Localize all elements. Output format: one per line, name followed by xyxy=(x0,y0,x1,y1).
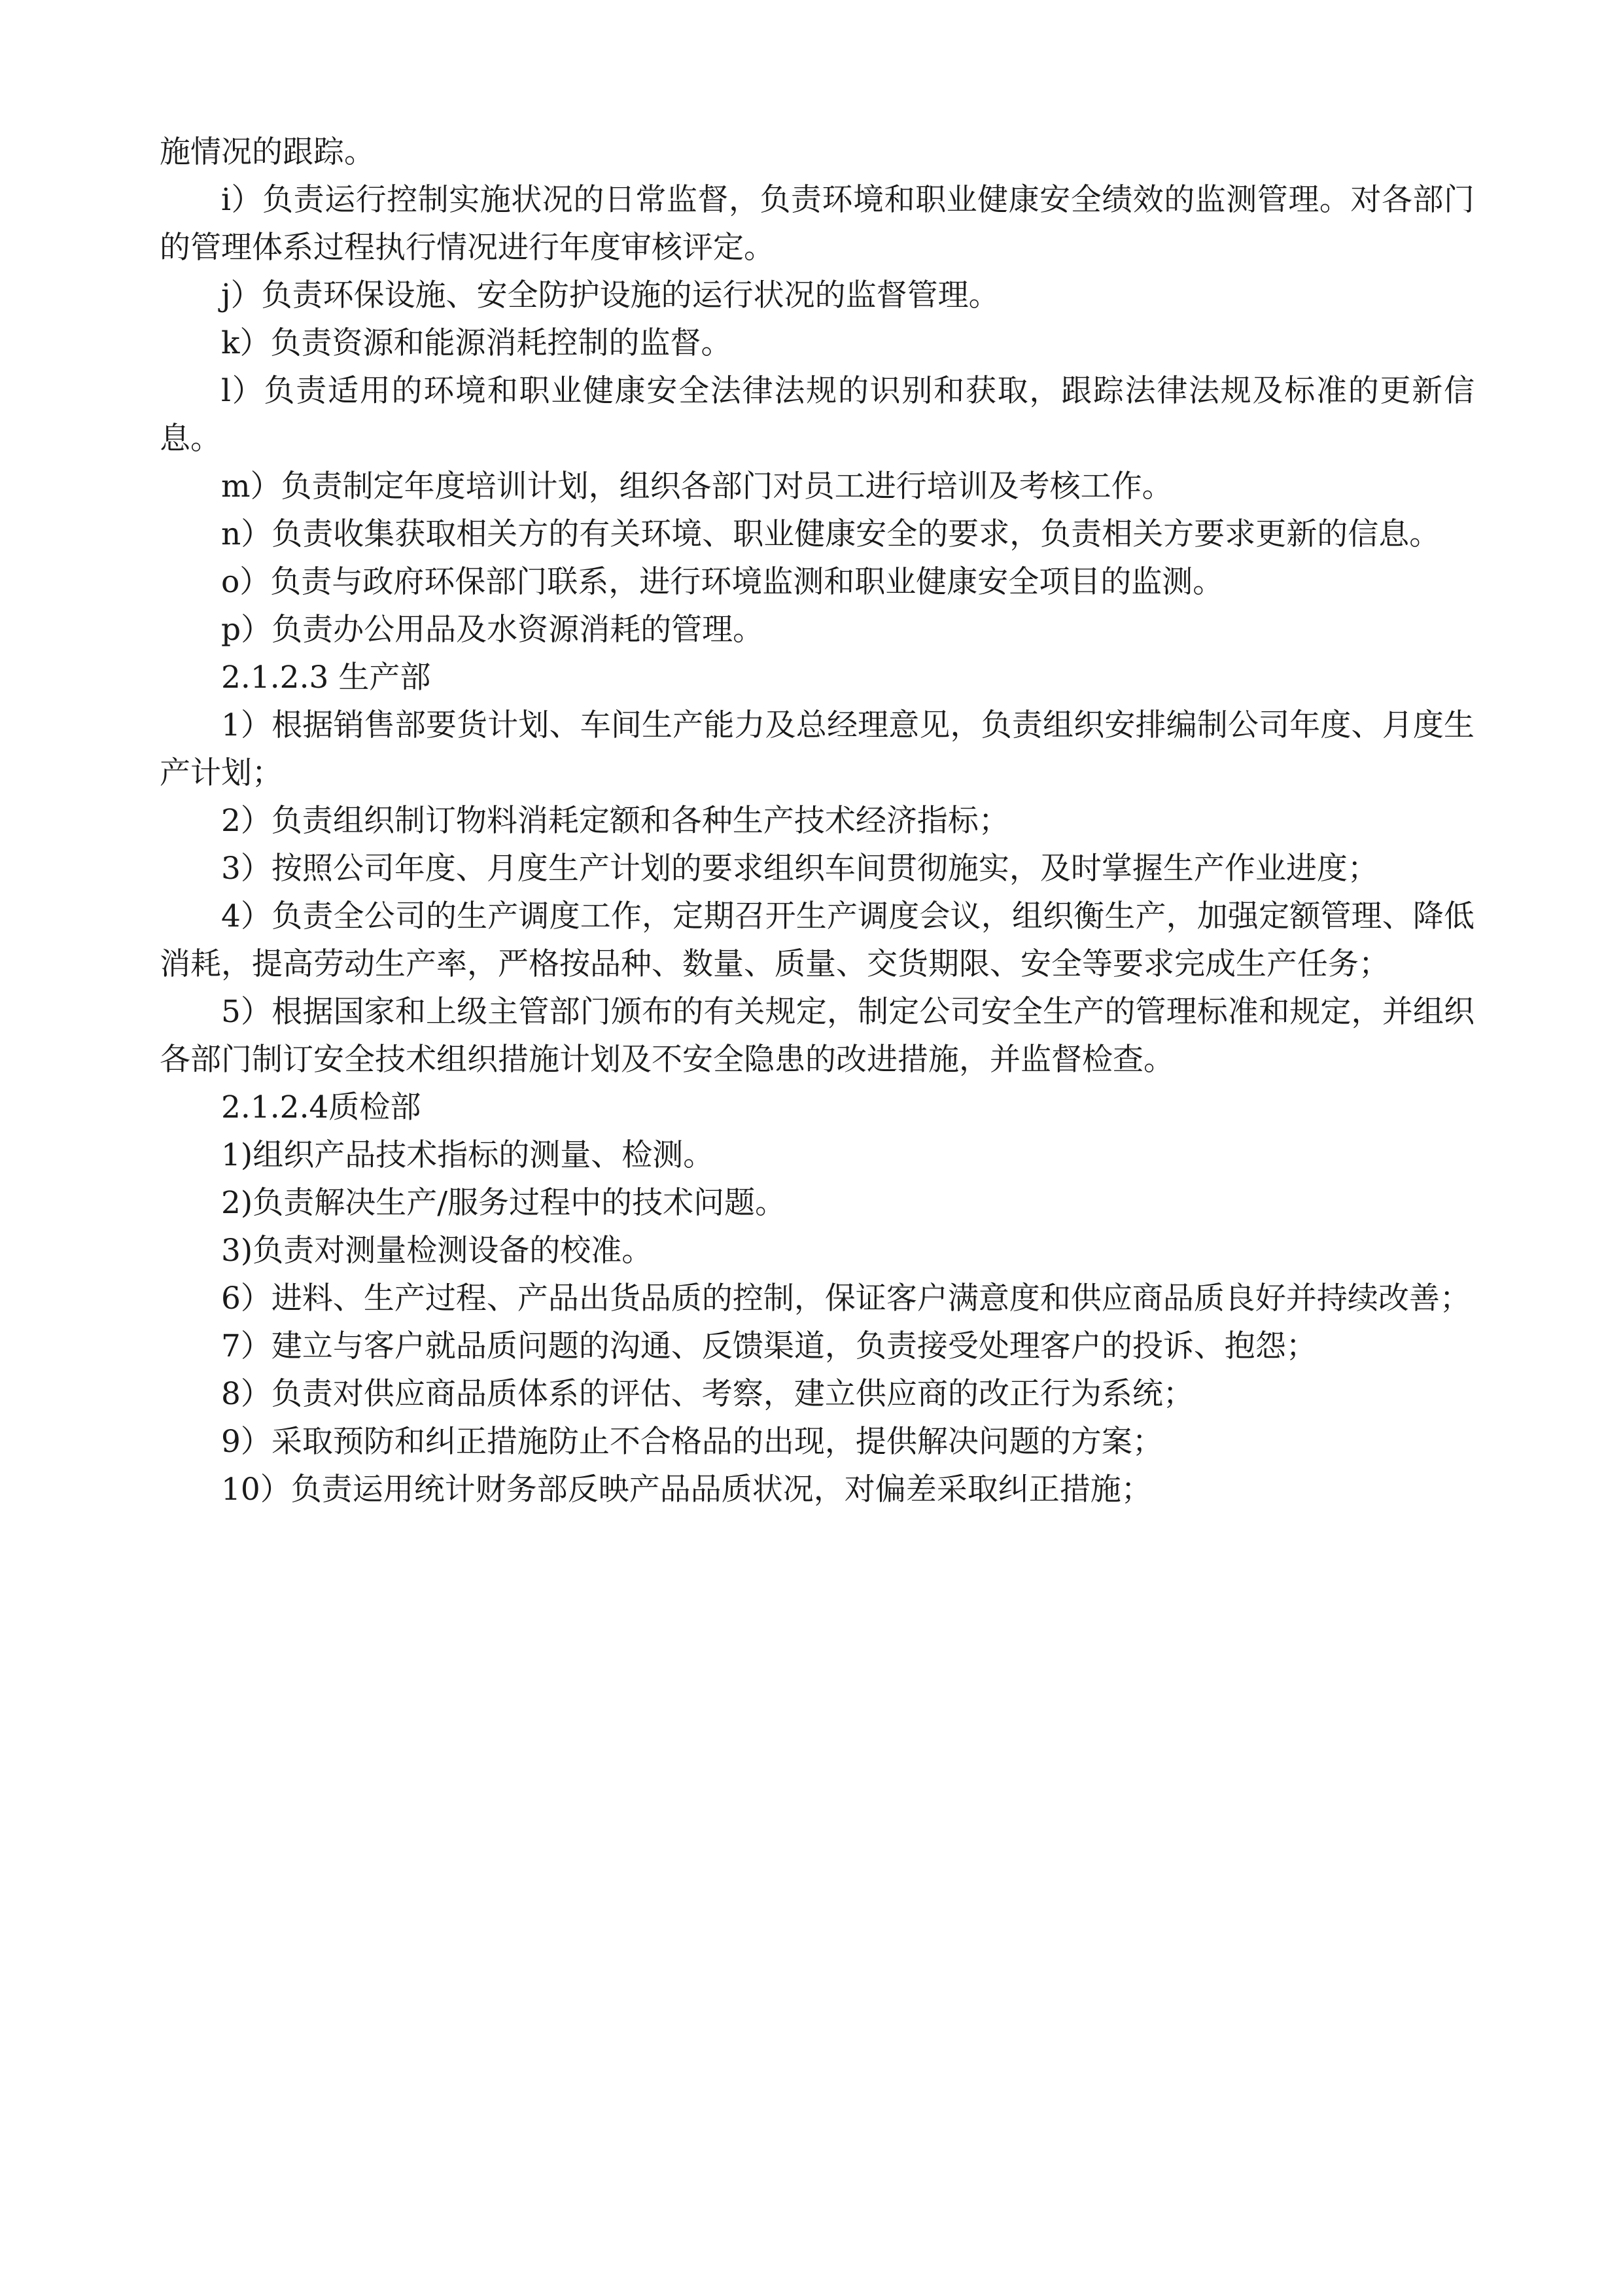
paragraph-item-m: m）负责制定年度培训计划，组织各部门对员工进行培训及考核工作。 xyxy=(221,468,1173,504)
paragraph-item-i: i）负责运行控制实施状况的日常监督，负责环境和职业健康安全绩效的监测管理。对各部门的管理体系过程执行情况进行年度审核评定。 xyxy=(160,182,1475,266)
production-item-5: 5）根据国家和上级主管部门颁布的有关规定，制定公司安全生产的管理标准和规定，并组织各部门制订安全技术组织措施计划及不安全隐患的改进措施，并监督检查。 xyxy=(160,994,1475,1078)
production-item-2: 2）负责组织制订物料消耗定额和各种生产技术经济指标； xyxy=(221,803,1009,839)
paragraph-item-j: j）负责环保设施、安全防护设施的运行状况的监督管理。 xyxy=(221,277,1000,313)
quality-item-2: 2)负责解决生产/服务过程中的技术问题。 xyxy=(221,1185,786,1221)
production-item-3: 3）按照公司年度、月度生产计划的要求组织车间贯彻施实，及时掌握生产作业进度； xyxy=(221,851,1378,887)
quality-item-9: 9）采取预防和纠正措施防止不合格品的出现，提供解决问题的方案； xyxy=(221,1424,1163,1460)
paragraph-item-n: n）负责收集获取相关方的有关环境、职业健康安全的要求，负责相关方要求更新的信息。 xyxy=(221,516,1440,552)
production-item-4: 4）负责全公司的生产调度工作，定期召开生产调度会议，组织衡生产，加强定额管理、降低消耗，提高劳动生产率，严格按品种、数量、质量、交货期限、安全等要求完成生产任务； xyxy=(160,898,1475,982)
paragraph-item-k: k）负责资源和能源消耗控制的监督。 xyxy=(221,325,732,361)
paragraph-item-o: o）负责与政府环保部门联系，进行环境监测和职业健康安全项目的监测。 xyxy=(221,564,1224,600)
quality-item-7: 7）建立与客户就品质问题的沟通、反馈渠道，负责接受处理客户的投诉、抱怨； xyxy=(221,1328,1317,1364)
quality-item-6: 6）进料、生产过程、产品出货品质的控制，保证客户满意度和供应商品质良好并持续改善； xyxy=(221,1280,1471,1316)
quality-item-10: 10）负责运用统计财务部反映产品品质状况，对偏差采取纠正措施； xyxy=(221,1472,1152,1508)
section-heading-production: 2.1.2.3 生产部 xyxy=(221,660,431,696)
document-body xyxy=(160,128,1475,1513)
quality-item-3: 3)负责对测量检测设备的校准。 xyxy=(221,1233,653,1269)
quality-item-8: 8）负责对供应商品质体系的评估、考察，建立供应商的改正行为系统； xyxy=(221,1376,1194,1412)
paragraph-continuation: 施情况的跟踪。 xyxy=(160,134,375,170)
quality-item-1: 1)组织产品技术指标的测量、检测。 xyxy=(221,1137,714,1173)
production-item-1: 1）根据销售部要货计划、车间生产能力及总经理意见，负责组织安排编制公司年度、月度生产计划； xyxy=(160,707,1475,791)
section-heading-quality: 2.1.2.4质检部 xyxy=(221,1089,421,1125)
paragraph-item-p: p）负责办公用品及水资源消耗的管理。 xyxy=(221,612,764,648)
paragraph-item-l: l）负责适用的环境和职业健康安全法律法规的识别和获取，跟踪法律法规及标准的更新信息。 xyxy=(160,373,1475,457)
